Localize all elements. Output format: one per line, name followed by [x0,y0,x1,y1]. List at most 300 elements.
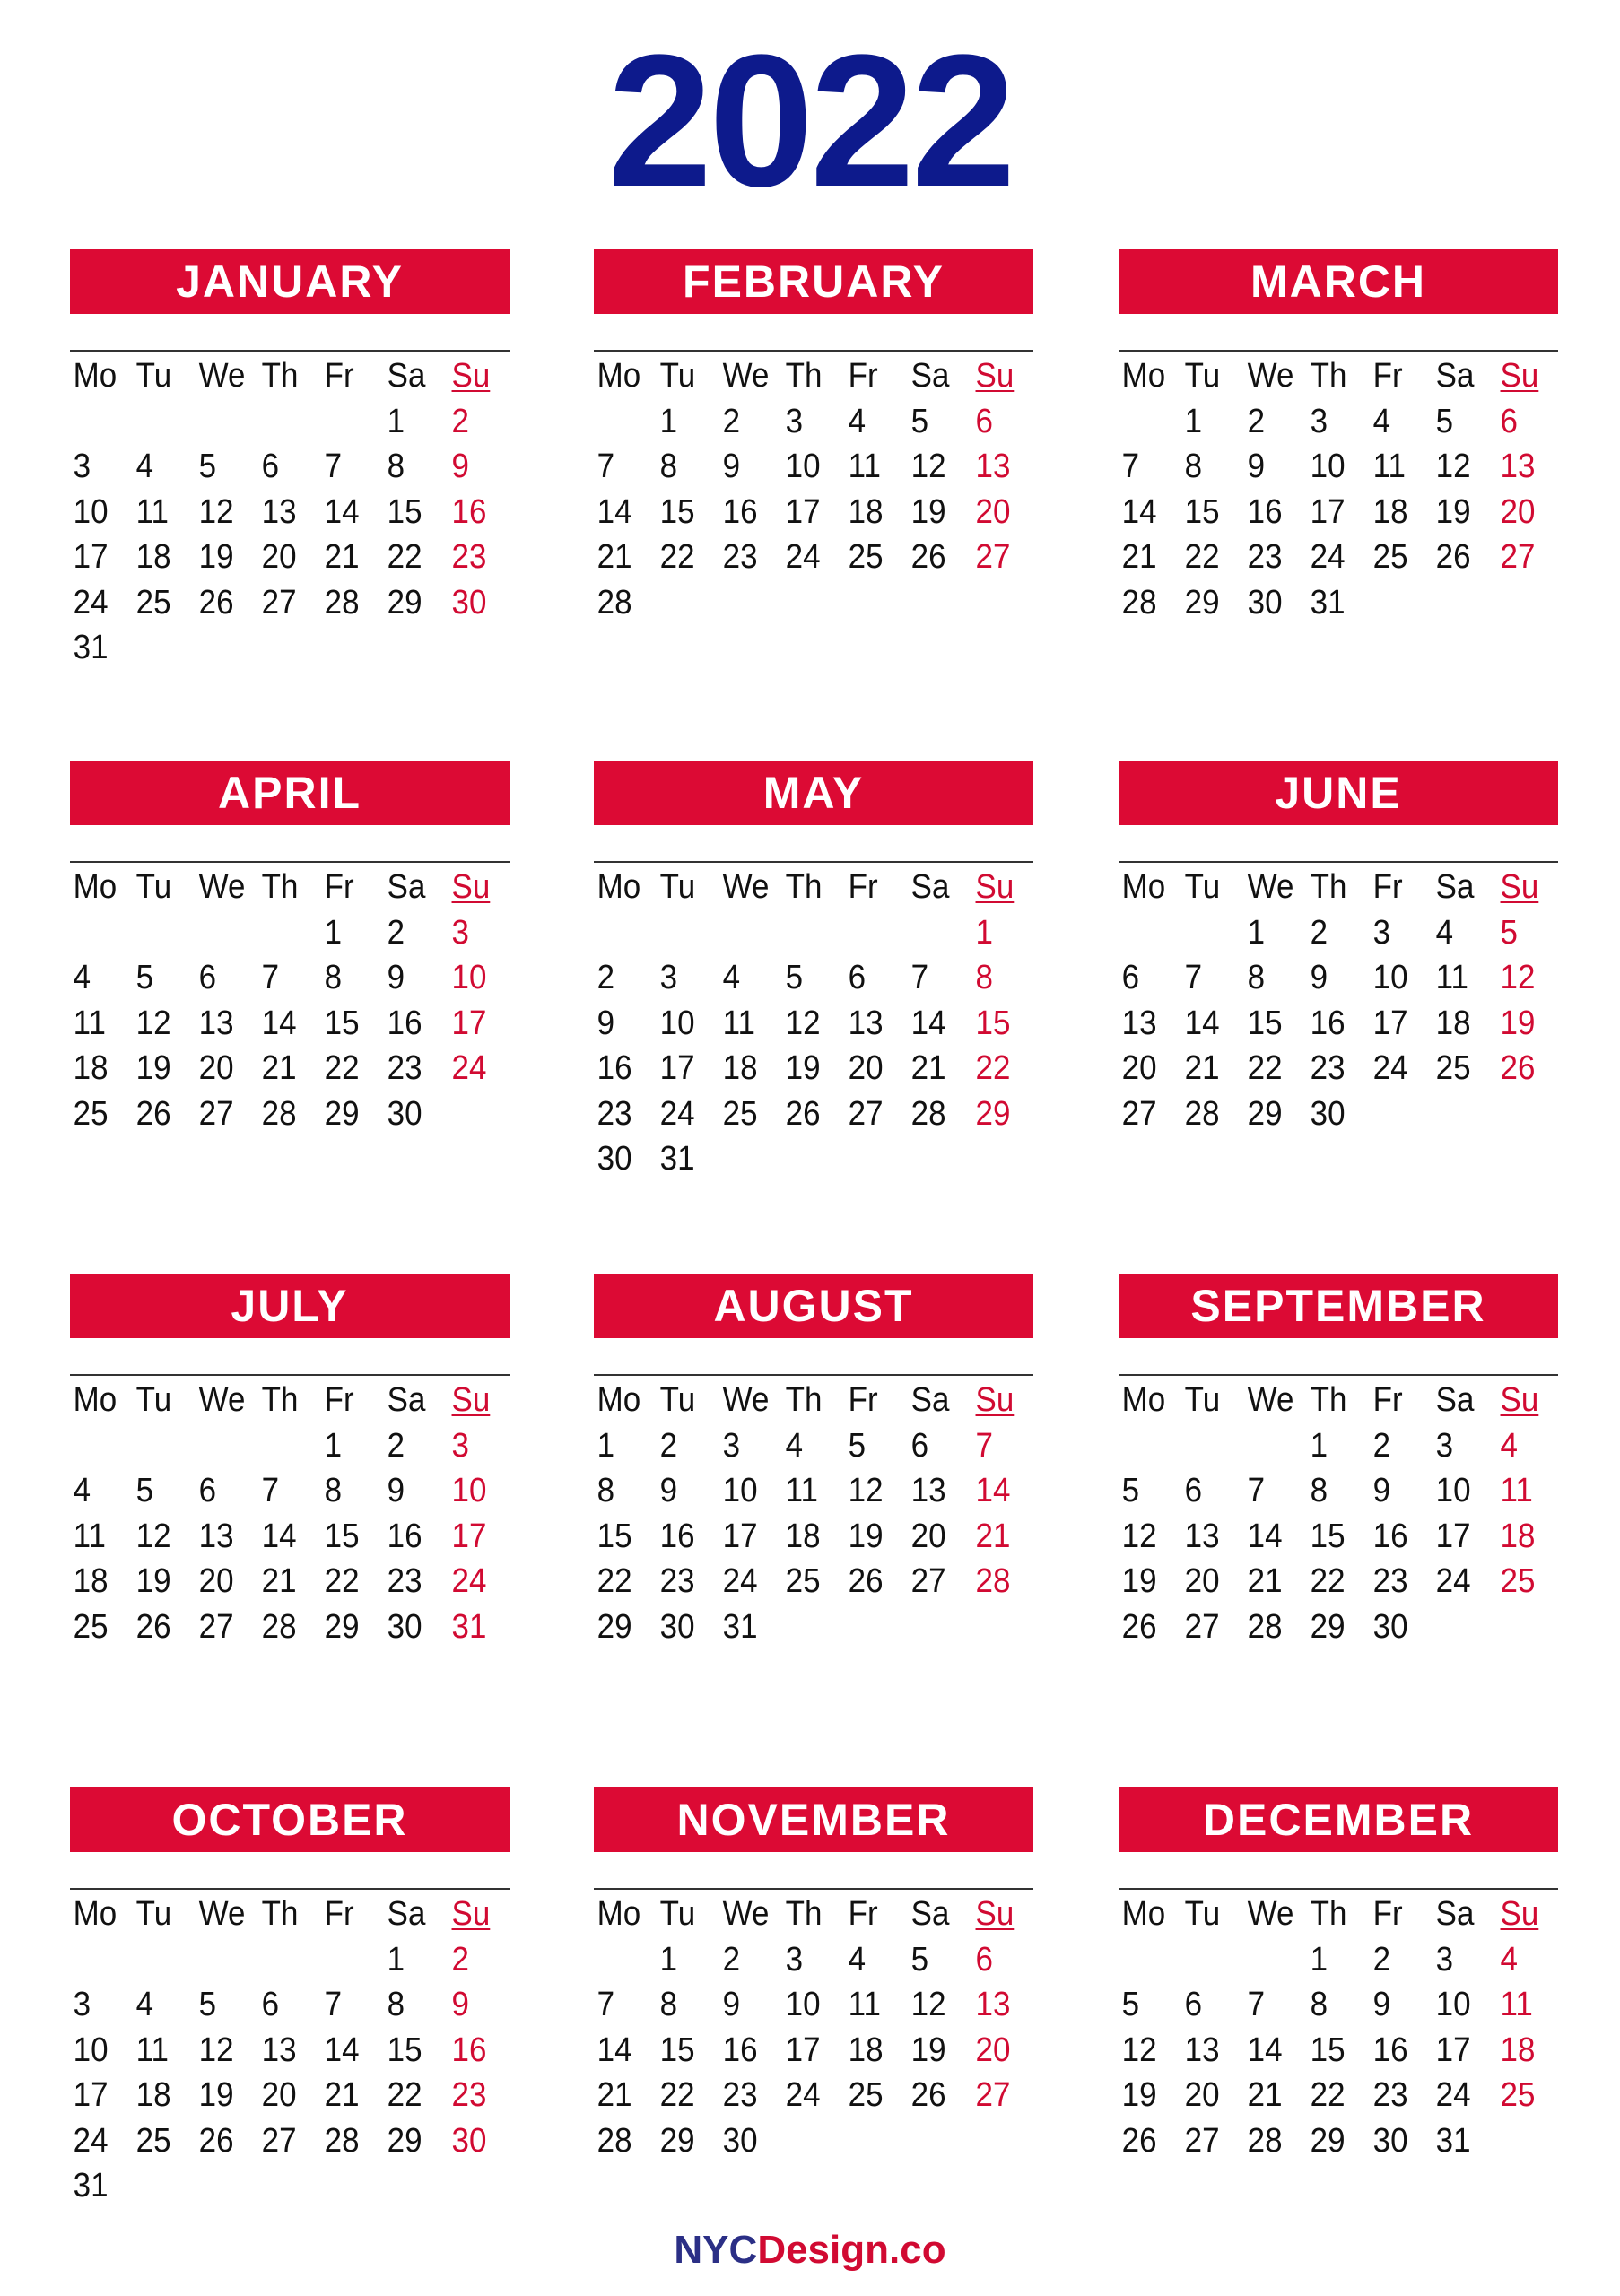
day-cell: 24 [1372,1049,1408,1087]
month-title: JANUARY [70,249,510,314]
day-cell: 28 [910,1094,946,1133]
month-january [70,249,510,666]
day-cell: 7 [324,448,343,485]
days-grid [70,865,510,1136]
day-cell: 27 [261,583,297,622]
days-grid [1119,1378,1558,1649]
empty-cell [133,399,190,445]
day-cell: 12 [1435,448,1471,485]
day-cell: 20 [1184,2076,1220,2114]
day-cell: 28 [261,1607,297,1646]
day-cell: 20 [198,1562,234,1600]
day-cell: 28 [261,1094,297,1133]
day-cell-sunday: 7 [975,1426,993,1465]
weekday-divider [1119,1374,1558,1376]
day-cell: 30 [387,1094,422,1133]
day-cell: 4 [722,959,741,996]
weekday-label: Su [975,868,1015,906]
day-cell: 19 [785,1049,821,1087]
day-cell: 9 [722,448,741,485]
day-cell: 8 [659,448,678,485]
day-cell-sunday: 17 [451,1517,487,1555]
day-cell: 8 [324,959,343,996]
day-cell: 21 [324,2076,360,2114]
day-cell: 8 [1310,1472,1328,1509]
day-cell: 6 [261,448,280,485]
month-june [1119,761,1558,1133]
day-cell: 25 [73,1607,109,1646]
day-cell: 19 [1121,1562,1157,1600]
empty-cell [908,910,965,956]
weekday-label: Mo [597,1895,641,1933]
day-cell: 16 [1372,1517,1408,1555]
day-cell: 15 [1310,1517,1346,1555]
weekday-label: Th [785,1381,823,1419]
weekday-label: Su [451,1895,491,1933]
footer-brand [0,2228,1620,2273]
day-cell: 10 [1372,959,1408,996]
empty-cell [782,910,840,956]
empty-cell [1244,1423,1302,1469]
empty-cell [321,1937,379,1983]
day-cell: 5 [135,959,154,996]
day-cell: 11 [135,2031,169,2069]
weekday-label: Th [785,357,823,395]
footer-brand-design: Design.co [757,2228,946,2272]
day-cell: 8 [1184,448,1203,485]
day-cell: 29 [659,2121,695,2160]
day-cell: 3 [1310,402,1328,440]
day-cell: 12 [910,1986,946,2023]
day-cell-sunday: 3 [451,1426,469,1465]
day-cell: 21 [597,2076,632,2114]
day-cell: 3 [722,1426,741,1465]
day-cell: 21 [597,538,632,576]
weekday-label: We [1247,1381,1294,1419]
day-cell-sunday: 27 [975,538,1011,576]
day-cell: 14 [597,492,632,531]
day-cell: 12 [135,1004,171,1042]
weekday-label: Fr [1372,1895,1403,1933]
day-cell: 3 [785,1940,804,1979]
weekday-label: Sa [910,1381,950,1419]
day-cell: 9 [1372,1986,1391,2023]
day-cell: 16 [597,1049,632,1087]
day-cell: 22 [387,2076,422,2114]
weekday-divider [594,1374,1033,1376]
day-cell: 28 [1247,2121,1283,2160]
day-cell: 17 [1435,2031,1471,2069]
day-cell: 3 [1372,913,1391,952]
month-title: JUNE [1119,761,1558,825]
day-cell: 1 [324,1426,343,1465]
weekday-label: Th [261,868,299,906]
day-cell: 17 [785,492,821,531]
day-cell: 4 [1435,913,1454,952]
day-cell: 12 [1121,1517,1157,1555]
weekday-divider [594,861,1033,863]
day-cell: 12 [848,1472,884,1509]
day-cell: 15 [387,492,422,531]
day-cell-sunday: 10 [451,1472,487,1509]
day-cell: 8 [659,1986,678,2023]
weekday-divider [594,350,1033,352]
day-cell: 28 [1184,1094,1220,1133]
day-cell: 18 [73,1562,109,1600]
day-cell: 8 [387,448,405,485]
day-cell: 21 [1184,1049,1220,1087]
day-cell: 31 [73,2167,109,2205]
day-cell: 2 [387,1426,405,1465]
day-cell: 15 [597,1517,632,1555]
day-cell: 22 [324,1562,360,1600]
day-cell: 14 [1247,1517,1283,1555]
day-cell: 12 [1121,2031,1157,2069]
day-cell-sunday: 20 [975,492,1011,531]
weekday-label: Sa [910,868,950,906]
day-cell-sunday: 13 [975,448,1011,485]
weekday-label: Tu [1184,1895,1221,1933]
day-cell: 13 [1184,2031,1220,2069]
day-cell: 20 [261,2076,297,2114]
day-cell: 23 [387,1562,422,1600]
day-cell: 1 [1310,1426,1328,1465]
weekday-label: Tu [1184,868,1221,906]
day-cell: 16 [722,492,758,531]
day-cell: 18 [1372,492,1408,531]
day-cell: 17 [785,2031,821,2069]
day-cell: 7 [597,448,615,485]
day-cell: 8 [324,1472,343,1509]
weekday-label: Th [261,357,299,395]
day-cell: 2 [1310,913,1328,952]
weekday-label: Th [1310,868,1347,906]
day-cell: 6 [198,959,217,996]
day-cell: 2 [659,1426,678,1465]
day-cell: 19 [198,538,234,576]
day-cell: 21 [1121,538,1157,576]
day-cell: 23 [722,2076,758,2114]
days-grid [594,1378,1033,1649]
day-cell: 11 [785,1472,818,1509]
day-cell-sunday: 9 [451,448,469,485]
day-cell: 29 [597,1607,632,1646]
empty-cell [70,399,127,445]
day-cell: 28 [324,2121,360,2160]
day-cell: 13 [198,1004,234,1042]
day-cell: 20 [910,1517,946,1555]
day-cell-sunday: 4 [1500,1426,1518,1465]
day-cell: 31 [73,629,109,666]
day-cell: 7 [910,959,929,996]
day-cell-sunday: 27 [1500,538,1536,576]
day-cell-sunday: 16 [451,492,487,531]
empty-cell [1244,1937,1302,1983]
empty-cell [594,910,651,956]
day-cell-sunday: 25 [1500,1562,1536,1600]
day-cell: 7 [324,1986,343,2023]
day-cell: 2 [722,1940,741,1979]
weekday-label: Su [1500,1381,1539,1419]
day-cell: 2 [1372,1940,1391,1979]
day-cell: 15 [387,2031,422,2069]
weekday-label: Tu [659,868,696,906]
year-title: 2022 [607,15,1013,226]
weekday-label: Fr [848,357,878,395]
empty-cell [133,1423,190,1469]
day-cell: 11 [848,1986,881,2023]
weekday-label: Mo [1121,1895,1166,1933]
day-cell: 16 [1247,492,1283,531]
weekday-divider [594,1888,1033,1890]
weekday-label: Su [975,357,1015,395]
day-cell: 24 [722,1562,758,1600]
weekday-label: Sa [910,357,950,395]
days-grid [70,1892,510,2209]
day-cell: 18 [135,2076,171,2114]
month-november [594,1787,1033,2160]
month-july [70,1274,510,1646]
weekday-label: Su [451,868,491,906]
day-cell: 7 [597,1986,615,2023]
day-cell: 18 [73,1049,109,1087]
day-cell: 9 [659,1472,678,1509]
day-cell: 13 [198,1517,234,1555]
day-cell: 9 [387,1472,405,1509]
day-cell-sunday: 18 [1500,1517,1536,1555]
day-cell: 27 [261,2121,297,2160]
day-cell-sunday: 4 [1500,1940,1518,1979]
day-cell-sunday: 21 [975,1517,1011,1555]
empty-cell [1119,1937,1176,1983]
day-cell: 21 [910,1049,946,1087]
weekday-divider [1119,861,1558,863]
month-august [594,1274,1033,1646]
day-cell: 7 [1247,1986,1266,2023]
day-cell: 13 [261,2031,297,2069]
day-cell: 31 [659,1140,695,1178]
days-grid [594,865,1033,1182]
day-cell: 19 [910,2031,946,2069]
day-cell: 19 [135,1562,171,1600]
day-cell: 18 [848,2031,884,2069]
empty-cell [845,910,902,956]
day-cell: 29 [1310,1607,1346,1646]
day-cell: 2 [1372,1426,1391,1465]
weekday-label: Th [261,1895,299,1933]
weekday-label: Mo [597,357,641,395]
day-cell: 1 [1184,402,1203,440]
day-cell: 14 [1184,1004,1220,1042]
day-cell: 26 [910,538,946,576]
day-cell: 12 [785,1004,821,1042]
day-cell: 29 [1310,2121,1346,2160]
weekday-divider [70,861,510,863]
day-cell: 20 [198,1049,234,1087]
day-cell: 2 [1247,402,1266,440]
day-cell: 7 [1247,1472,1266,1509]
day-cell: 11 [1372,448,1406,485]
day-cell: 23 [659,1562,695,1600]
empty-cell [321,399,379,445]
day-cell: 5 [848,1426,867,1465]
empty-cell [1119,1423,1176,1469]
day-cell: 5 [910,402,929,440]
weekday-divider [1119,1888,1558,1890]
day-cell: 18 [135,538,171,576]
day-cell: 17 [659,1049,695,1087]
day-cell: 27 [198,1607,234,1646]
weekday-label: Fr [324,357,354,395]
day-cell: 31 [722,1607,758,1646]
day-cell-sunday: 1 [975,913,993,952]
empty-cell [196,399,253,445]
day-cell: 29 [324,1094,360,1133]
empty-cell [1181,1937,1239,1983]
weekday-label: Th [785,868,823,906]
day-cell: 5 [198,448,217,485]
day-cell: 22 [1184,538,1220,576]
day-cell-sunday: 2 [451,402,469,440]
day-cell: 14 [1121,492,1157,531]
day-cell: 24 [785,2076,821,2114]
month-april [70,761,510,1133]
day-cell: 26 [910,2076,946,2114]
day-cell: 14 [597,2031,632,2069]
day-cell: 27 [198,1094,234,1133]
day-cell: 22 [324,1049,360,1087]
day-cell: 27 [1121,1094,1157,1133]
day-cell: 18 [1435,1004,1471,1042]
day-cell: 9 [387,959,405,996]
day-cell: 4 [73,959,91,996]
day-cell: 22 [659,538,695,576]
day-cell-sunday: 5 [1500,913,1518,952]
day-cell: 28 [597,2121,632,2160]
day-cell: 25 [785,1562,821,1600]
day-cell: 24 [659,1094,695,1133]
weekday-label: Sa [1435,357,1475,395]
day-cell: 22 [597,1562,632,1600]
weekday-label: We [198,1381,246,1419]
day-cell-sunday: 6 [975,1940,993,1979]
month-title: DECEMBER [1119,1787,1558,1852]
month-title: APRIL [70,761,510,825]
day-cell: 14 [324,2031,360,2069]
day-cell: 1 [659,402,678,440]
empty-cell [1119,399,1176,445]
day-cell: 27 [1184,1607,1220,1646]
weekday-label: Tu [659,1895,696,1933]
weekday-label: Su [1500,357,1539,395]
day-cell: 24 [1310,538,1346,576]
day-cell: 4 [1372,402,1391,440]
day-cell: 1 [659,1940,678,1979]
weekday-label: Th [261,1381,299,1419]
day-cell-sunday: 2 [451,1940,469,1979]
weekday-label: We [722,868,770,906]
weekday-label: Fr [848,1381,878,1419]
day-cell: 25 [1372,538,1408,576]
empty-cell [196,910,253,956]
day-cell: 30 [597,1140,632,1178]
day-cell: 23 [597,1094,632,1133]
empty-cell [1181,910,1239,956]
days-grid [70,353,510,671]
day-cell: 25 [848,2076,884,2114]
day-cell: 27 [910,1562,946,1600]
weekday-label: Mo [73,868,118,906]
day-cell: 4 [135,1986,154,2023]
day-cell-sunday: 18 [1500,2031,1536,2069]
footer-brand-nyc: NYC [674,2228,758,2272]
day-cell: 5 [910,1940,929,1979]
day-cell: 30 [722,2121,758,2160]
weekday-divider [70,1888,510,1890]
weekday-label: Tu [659,1381,696,1419]
day-cell: 3 [73,448,91,485]
day-cell: 22 [1310,2076,1346,2114]
weekday-label: We [198,1895,246,1933]
day-cell: 30 [1247,583,1283,622]
weekday-label: Th [785,1895,823,1933]
weekday-label: We [1247,868,1294,906]
empty-cell [133,1937,190,1983]
day-cell: 17 [1310,492,1346,531]
day-cell-sunday: 24 [451,1049,487,1087]
weekday-label: Mo [73,357,118,395]
day-cell: 16 [1310,1004,1346,1042]
day-cell-sunday: 13 [975,1986,1011,2023]
weekday-label: Su [451,1381,491,1419]
day-cell: 19 [198,2076,234,2114]
weekday-label: We [722,1895,770,1933]
day-cell-sunday: 16 [451,2031,487,2069]
day-cell: 14 [1247,2031,1283,2069]
day-cell: 30 [659,1607,695,1646]
empty-cell [258,1937,316,1983]
day-cell: 28 [1121,583,1157,622]
empty-cell [594,1937,651,1983]
month-title: MAY [594,761,1033,825]
weekday-label: Th [1310,1895,1347,1933]
month-may [594,761,1033,1178]
weekday-label: We [198,357,246,395]
month-february [594,249,1033,622]
weekday-label: Sa [387,868,426,906]
day-cell-sunday: 27 [975,2076,1011,2114]
day-cell: 13 [910,1472,946,1509]
day-cell: 30 [1310,1094,1346,1133]
day-cell-sunday: 14 [975,1472,1011,1509]
weekday-label: Tu [135,1895,172,1933]
day-cell-sunday: 24 [451,1562,487,1600]
day-cell: 21 [1247,2076,1283,2114]
day-cell: 14 [261,1517,297,1555]
day-cell: 21 [1247,1562,1283,1600]
day-cell: 23 [1372,1562,1408,1600]
month-october [70,1787,510,2205]
weekday-label: Sa [910,1895,950,1933]
day-cell: 26 [135,1094,171,1133]
day-cell: 26 [1121,2121,1157,2160]
weekday-label: We [722,357,770,395]
month-title: AUGUST [594,1274,1033,1338]
day-cell: 18 [848,492,884,531]
day-cell: 11 [722,1004,755,1042]
day-cell: 11 [73,1004,106,1042]
weekday-label: Tu [135,1381,172,1419]
